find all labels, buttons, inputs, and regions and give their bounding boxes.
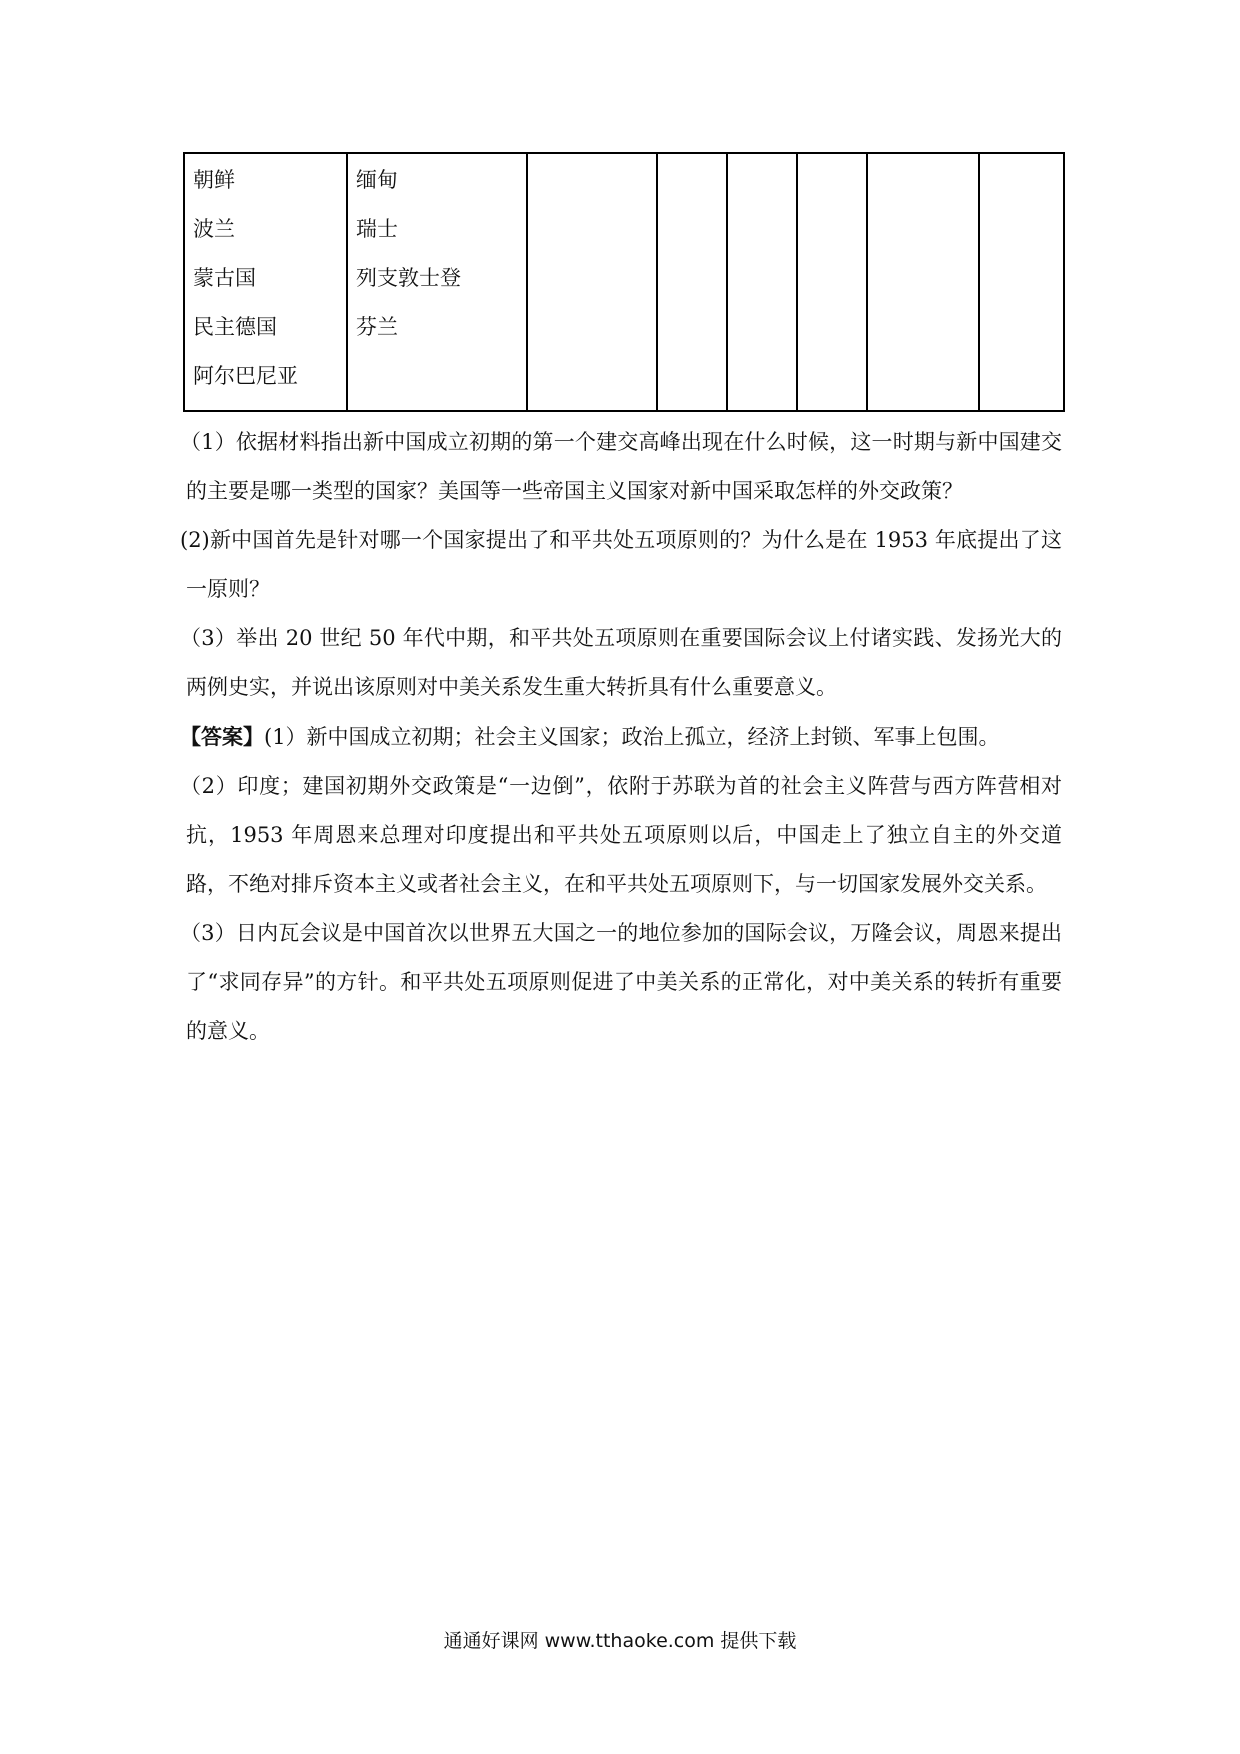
answer-tag: 【答案】 [180, 724, 264, 749]
answer-part-3: （3）日内瓦会议是中国首次以世界五大国之一的地位参加的国际会议，万隆会议，周恩来提出了“求同存异”的方针。和平共处五项原则促进了中美关系的正常化，对中美关系的转折有重要的意义。 [180, 921, 1062, 1043]
table-cell-empty [867, 153, 979, 411]
country-name: 芬兰 [356, 315, 398, 339]
country-name: 瑞士 [356, 217, 398, 241]
question-3: （3）举出 20 世纪 50 年代中期，和平共处五项原则在重要国际会议上付诸实践、发扬光大的两例史实，并说出该原则对中美关系发生重大转折具有什么重要意义。 [180, 626, 1062, 699]
question-answer-body [180, 418, 1062, 1056]
country-name: 阿尔巴尼亚 [193, 364, 298, 388]
country-name: 民主德国 [193, 315, 277, 339]
country-name: 列支敦士登 [356, 266, 461, 290]
country-name: 缅甸 [356, 168, 398, 192]
table-cell-empty [657, 153, 727, 411]
table-cell-empty [979, 153, 1064, 411]
country-table [183, 152, 1065, 412]
question-2: (2)新中国首先是针对哪一个国家提出了和平共处五项原则的？为什么是在 1953 年底提出了这一原则？ [180, 528, 1062, 601]
country-name: 朝鲜 [193, 168, 235, 192]
country-name: 波兰 [193, 217, 235, 241]
page-footer: 通通好课网 www.tthaoke.com 提供下载 [443, 1630, 797, 1652]
answer-part-1-text: (1）新中国成立初期；社会主义国家；政治上孤立，经济上封锁、军事上包围。 [264, 725, 1000, 749]
country-name: 蒙古国 [193, 266, 256, 290]
table-cell-col2 [347, 153, 527, 411]
table-row [184, 153, 1064, 411]
table-cell-empty [727, 153, 797, 411]
table-cell-empty [527, 153, 657, 411]
table-cell-empty [797, 153, 867, 411]
question-1: （1）依据材料指出新中国成立初期的第一个建交高峰出现在什么时候，这一时期与新中国建交的主要是哪一类型的国家？美国等一些帝国主义国家对新中国采取怎样的外交政策？ [180, 430, 1062, 503]
table-cell-col1 [184, 153, 347, 411]
answer-part-2: （2）印度；建国初期外交政策是“一边倒”，依附于苏联为首的社会主义阵营与西方阵营相对抗，1953 年周恩来总理对印度提出和平共处五项原则以后，中国走上了独立自主的外交道路，不绝对排斥资本主义或者社会主义，在和平共处五项原则下，与一切国家发展外交关系。 [180, 774, 1062, 896]
answer-part-1 [180, 712, 1062, 762]
